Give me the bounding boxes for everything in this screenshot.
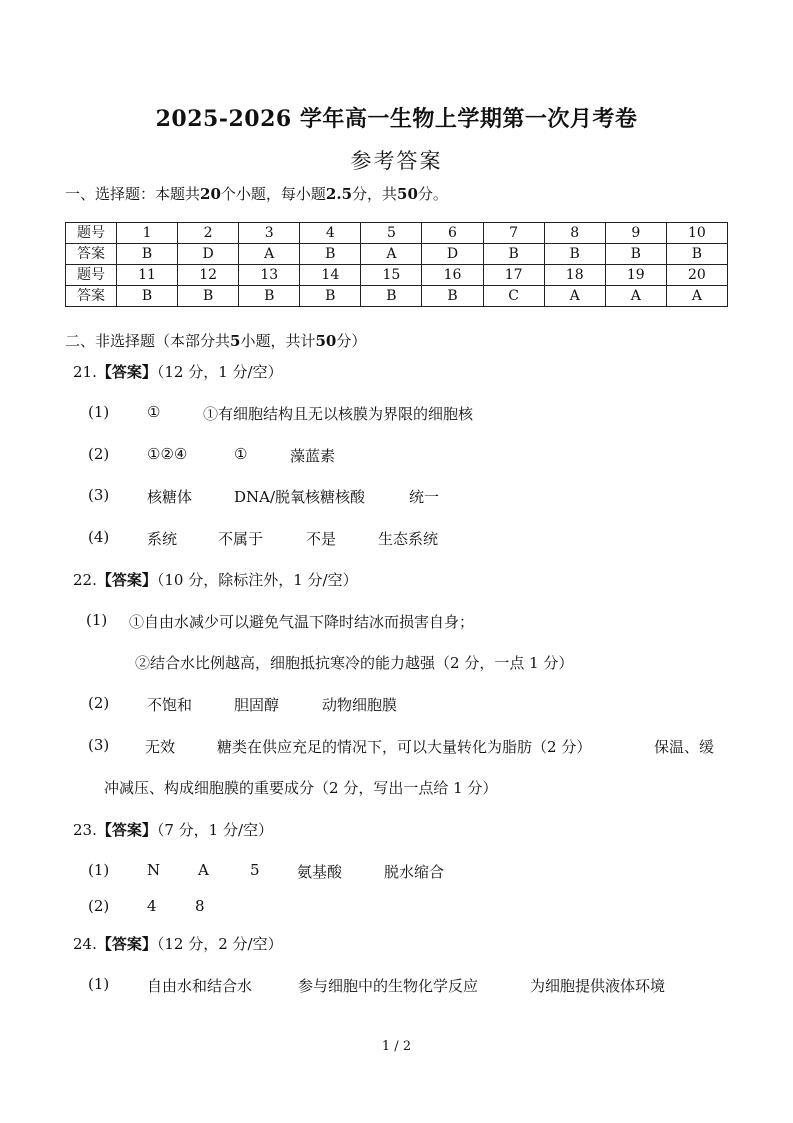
section1-per: 2.5 [325, 185, 353, 203]
q21-l4-d: 生态系统 [378, 530, 439, 548]
section1-mid2: 分，共 [352, 185, 398, 203]
table-cell: B [544, 244, 605, 265]
section2-suffix: 分） [336, 332, 367, 350]
table-cell: 7 [483, 223, 544, 244]
q22-l2-b: 胆固醇 [234, 696, 280, 714]
table-cell: 15 [361, 265, 422, 286]
q24-l1-num: (1) [88, 975, 110, 993]
q23-l1-c: 5 [250, 861, 260, 879]
table-cell: 19 [605, 265, 666, 286]
q21-answer-tag: 【答案】 [96, 363, 157, 381]
q21-l2-c: 藻蓝素 [290, 447, 336, 465]
table-cell: B [483, 244, 544, 265]
q21-l1-a: ① [147, 403, 161, 421]
q22-l1-a: ①自由水减少可以避免气温下降时结冰而损害自身； [129, 613, 475, 631]
section1-mid1: 个小题，每小题 [220, 185, 326, 203]
q23-answer-tag: 【答案】 [96, 821, 157, 839]
table-cell: B [300, 244, 361, 265]
table-cell: 8 [544, 223, 605, 244]
q24-header [73, 933, 283, 954]
table-cell: B [605, 244, 666, 265]
table-cell: B [361, 286, 422, 307]
q22-l2-num: (2) [88, 694, 110, 712]
q21-l3-c: 统一 [409, 488, 440, 506]
q21-score-note: （12 分，1 分/空） [156, 363, 283, 381]
q22-l1-num: (1) [86, 611, 108, 629]
q23-l2-b: 8 [195, 897, 205, 915]
table-cell: 10 [666, 223, 727, 244]
page-subtitle: 参考答案 [350, 149, 443, 173]
section2-mid: 小题，共计 [240, 332, 316, 350]
table-cell: B [666, 244, 727, 265]
q21-l3-num: (3) [88, 486, 110, 504]
q23-header [73, 819, 273, 840]
q22-l3-num: (3) [88, 736, 110, 754]
section1-prefix: 一、选择题：本题共 [65, 185, 201, 203]
q24-l1-b: 参与细胞中的生物化学反应 [298, 977, 479, 995]
q22-l2-a: 不饱和 [147, 696, 193, 714]
table-cell: 16 [422, 265, 483, 286]
table-row-header: 答案 [66, 286, 117, 307]
section1-total: 50 [397, 185, 418, 203]
table-cell: 17 [483, 265, 544, 286]
table-cell: 2 [178, 223, 239, 244]
q21-l4-num: (4) [88, 528, 110, 546]
table-row [66, 286, 728, 307]
table-cell: 20 [666, 265, 727, 286]
table-row-header: 题号 [66, 265, 117, 286]
table-cell: 1 [117, 223, 178, 244]
q24-score-note: （12 分，2 分/空） [156, 935, 283, 953]
q23-l1-num: (1) [88, 861, 110, 879]
table-row-header: 答案 [66, 244, 117, 265]
section1-count: 20 [200, 185, 221, 203]
table-cell: B [117, 286, 178, 307]
q22-header [73, 569, 358, 590]
q22-l1-b: ②结合水比例越高，细胞抵抗寒冷的能力越强（2 分，一点 1 分） [135, 654, 574, 672]
table-cell: 9 [605, 223, 666, 244]
table-cell: 11 [117, 265, 178, 286]
table-cell: D [178, 244, 239, 265]
table-cell: A [361, 244, 422, 265]
table-cell: 12 [178, 265, 239, 286]
q22-l3-cont: 冲减压、构成细胞膜的重要成分（2 分，写出一点给 1 分） [104, 779, 498, 797]
q22-answer-tag: 【答案】 [96, 571, 157, 589]
q21-l3-b: DNA/脱氧核糖核酸 [234, 488, 366, 506]
table-row [66, 244, 728, 265]
q22-l3-b: 糖类在供应充足的情况下，可以大量转化为脂肪（2 分） [217, 738, 592, 756]
q21-l4-a: 系统 [147, 530, 178, 548]
q21-number: 21. [73, 363, 97, 381]
table-row [66, 223, 728, 244]
q21-l2-a: ①②④ [147, 445, 188, 463]
q24-answer-tag: 【答案】 [96, 935, 157, 953]
q21-l4-c: 不是 [306, 530, 337, 548]
q23-l2-a: 4 [147, 897, 157, 915]
q23-l1-d: 氨基酸 [297, 863, 343, 881]
table-row-header: 题号 [66, 223, 117, 244]
q21-l1-num: (1) [88, 403, 110, 421]
q22-l3-a: 无效 [145, 738, 176, 756]
q24-number: 24. [73, 935, 97, 953]
table-cell: B [239, 286, 300, 307]
section2-prefix: 二、非选择题（本部分共 [65, 332, 231, 350]
table-cell: 14 [300, 265, 361, 286]
q23-number: 23. [73, 821, 97, 839]
q23-l1-a: N [147, 861, 161, 879]
q23-l2-num: (2) [88, 897, 110, 915]
q22-score-note: （10 分，除标注外，1 分/空） [156, 571, 358, 589]
table-cell: 13 [239, 265, 300, 286]
q23-score-note: （7 分，1 分/空） [156, 821, 274, 839]
table-cell: D [422, 244, 483, 265]
q22-l2-c: 动物细胞膜 [322, 696, 398, 714]
section2-count: 5 [230, 332, 241, 350]
table-cell: B [178, 286, 239, 307]
table-cell: B [300, 286, 361, 307]
q23-l1-b: A [198, 861, 209, 879]
q22-number: 22. [73, 571, 97, 589]
table-cell: A [666, 286, 727, 307]
table-cell: A [239, 244, 300, 265]
page-title: 2025-2026 学年高一生物上学期第一次月考卷 [155, 106, 638, 132]
q23-l1-e: 脱水缩合 [384, 863, 445, 881]
section2-heading [65, 330, 366, 351]
table-cell: B [117, 244, 178, 265]
q21-l4-b: 不属于 [218, 530, 264, 548]
section1-heading [65, 183, 448, 204]
table-cell: 18 [544, 265, 605, 286]
table-cell: 5 [361, 223, 422, 244]
answer-table [65, 222, 728, 307]
table-cell: 6 [422, 223, 483, 244]
q24-l1-a: 自由水和结合水 [147, 977, 253, 995]
q21-l2-num: (2) [88, 445, 110, 463]
table-row [66, 265, 728, 286]
q21-l1-b: ①有细胞结构且无以核膜为界限的细胞核 [203, 405, 474, 423]
table-cell: 4 [300, 223, 361, 244]
table-cell: C [483, 286, 544, 307]
section2-total: 50 [315, 332, 337, 350]
section1-suffix: 分。 [417, 185, 448, 203]
table-cell: A [605, 286, 666, 307]
table-cell: A [544, 286, 605, 307]
q21-l3-a: 核糖体 [147, 488, 193, 506]
table-cell: B [422, 286, 483, 307]
q21-l2-b: ① [234, 445, 248, 463]
q24-l1-c: 为细胞提供液体环境 [530, 977, 666, 995]
q21-header [73, 361, 283, 382]
q22-l3-c: 保温、缓 [654, 738, 715, 756]
page-number: 1 / 2 [381, 1039, 412, 1054]
table-cell: 3 [239, 223, 300, 244]
